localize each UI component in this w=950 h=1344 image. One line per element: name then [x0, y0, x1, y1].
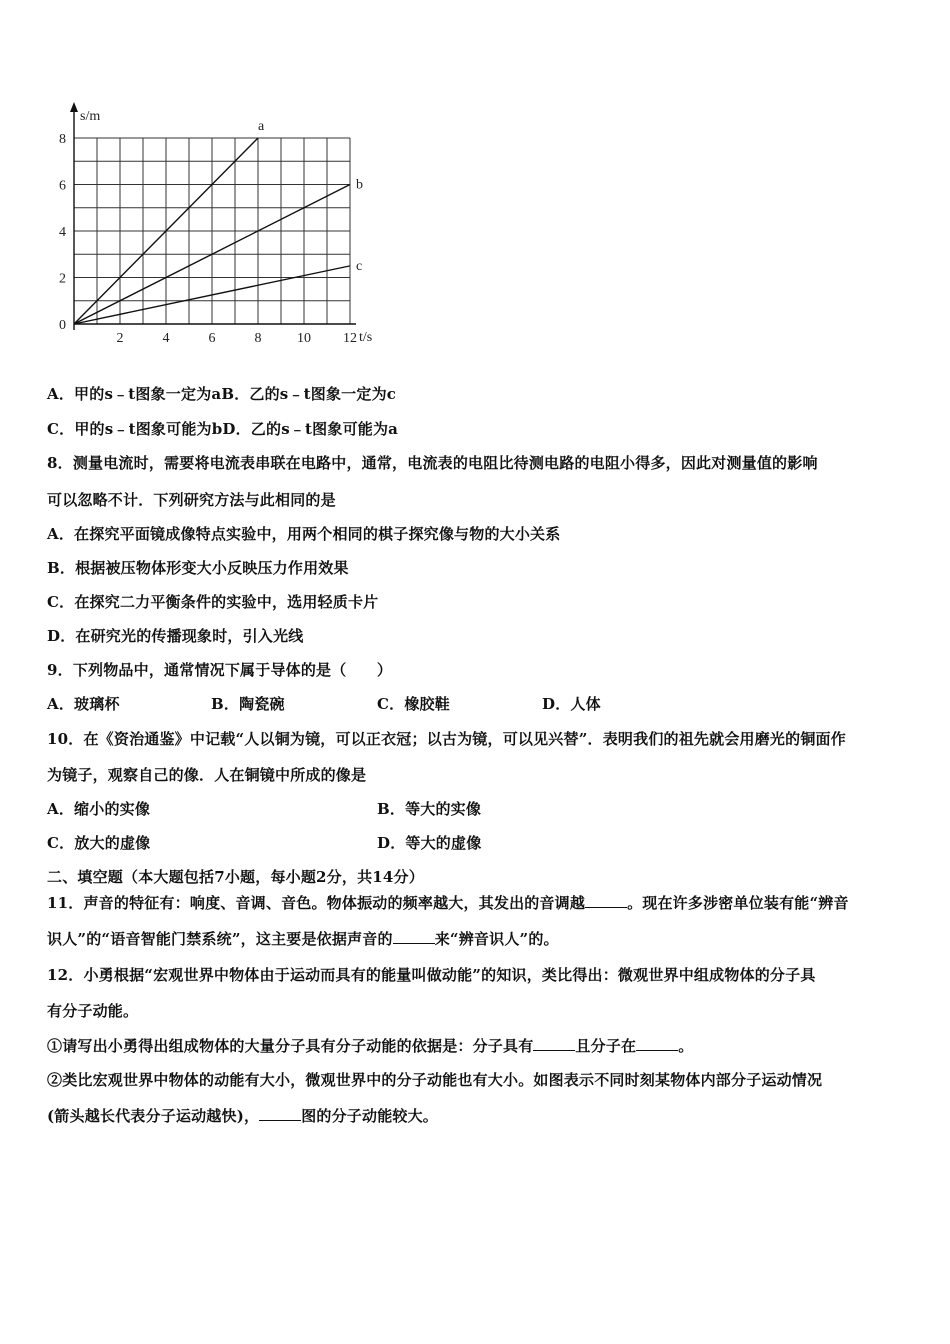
q10-stem-line-1: 10．在《资治通鉴》中记载“人以铜为镜，可以正衣冠；以古为镜，可以见兴替”．表明我们的祖先就会用磨光的铜面作 [47, 730, 846, 748]
q10-option-a: A．缩小的实像 [47, 800, 151, 818]
y-axis-arrow [70, 102, 78, 112]
q12-sub1-text-b: 且分子在 [575, 1037, 637, 1055]
q12-blank-1[interactable] [533, 1036, 575, 1051]
x-axis-label: t/s [359, 330, 373, 345]
q12-sub1 [47, 1036, 693, 1056]
q11-text-2: 。现在许多涉密单位装有能“辨音 [627, 894, 849, 912]
x-tick-label: 12 [343, 331, 357, 346]
q9-option-a: A．玻璃杯 [47, 695, 120, 713]
q8-option-b: B．根据被压物体形变大小反映压力作用效果 [47, 559, 349, 577]
q9-option-b: B．陶瓷碗 [211, 695, 285, 713]
q10-option-b: B．等大的实像 [377, 800, 482, 818]
q12-sub2-text-b: 图的分子动能较大。 [301, 1107, 439, 1125]
q8-stem-line-1: 8．测量电流时，需要将电流表串联在电路中，通常，电流表的电阻比待测电路的电阻小得多，因此对测量值的影响 [47, 454, 818, 472]
chart-svg [40, 98, 385, 358]
x-tick-label: 2 [116, 331, 124, 346]
x-tick-label: 4 [162, 331, 170, 346]
chart-axes [70, 102, 356, 330]
q10-option-d: D．等大的虚像 [377, 834, 482, 852]
series-label-b: b [356, 177, 363, 193]
y-axis-label: s/m [80, 109, 101, 124]
y-tick-label: 0 [59, 318, 66, 333]
q11-blank-1[interactable] [585, 893, 627, 908]
y-tick-label: 2 [59, 271, 66, 287]
q12-blank-3[interactable] [259, 1106, 301, 1121]
q10-stem-line-2: 为镜子，观察自己的像．人在铜镜中所成的像是 [47, 766, 367, 784]
q12-sub1-text-c: 。 [678, 1037, 694, 1055]
s-t-chart [40, 98, 385, 358]
q11-line-1 [47, 893, 849, 913]
q11-text-3: 识人”的“语音智能门禁系统”，这主要是依据声音的 [47, 930, 393, 948]
y-tick-label: 8 [59, 132, 66, 147]
q9-option-c: C．橡胶鞋 [377, 695, 450, 713]
q9-stem: 9．下列物品中，通常情况下属于导体的是（ ） [47, 661, 393, 679]
q8-option-c: C．在探究二力平衡条件的实验中，选用轻质卡片 [47, 593, 379, 611]
q12-sub2-line-1: ②类比宏观世界中物体的动能有大小，微观世界中的分子动能也有大小。如图表示不同时刻某物体内部分子运动情况 [47, 1071, 823, 1089]
series-label-a: a [258, 119, 265, 134]
section-2-heading: 二、填空题（本大题包括7小题，每小题2分，共14分） [47, 868, 424, 886]
q11-text-4: 来“辨音识人”的。 [434, 930, 559, 948]
q12-sub2-text-a: (箭头越长代表分子运动越快)， [47, 1107, 260, 1125]
q12-stem-line-2: 有分子动能。 [47, 1002, 139, 1020]
q12-sub1-text-a: ①请写出小勇得出组成物体的大量分子具有分子动能的依据是：分子具有 [47, 1037, 534, 1055]
q12-blank-2[interactable] [636, 1036, 678, 1051]
q9-option-d: D．人体 [542, 695, 601, 713]
series-label-c: c [356, 258, 363, 274]
chart-grid [74, 138, 350, 324]
q7-option-ab: A．甲的s﹣t图象一定为aB．乙的s﹣t图象一定为c [47, 385, 397, 403]
y-tick-label: 4 [59, 225, 66, 240]
x-tick-label: 10 [297, 331, 311, 346]
q11-blank-2[interactable] [393, 929, 435, 944]
q8-option-a: A．在探究平面镜成像特点实验中，用两个相同的棋子探究像与物的大小关系 [47, 525, 561, 543]
q12-sub2-line-2 [47, 1106, 438, 1126]
x-tick-label: 8 [254, 331, 262, 346]
chart-labels [59, 109, 372, 346]
q12-stem-line-1: 12．小勇根据“宏观世界中物体由于运动而具有的能量叫做动能”的知识，类比得出：微观世界中组成物体的分子具 [47, 966, 816, 984]
q8-option-d: D．在研究光的传播现象时，引入光线 [47, 627, 304, 645]
q11-text-1: 11．声音的特征有：响度、音调、音色。物体振动的频率越大，其发出的音调越 [47, 894, 586, 912]
q8-stem-line-2: 可以忽略不计．下列研究方法与此相同的是 [47, 491, 336, 509]
y-tick-label: 6 [59, 178, 66, 194]
q11-line-2 [47, 929, 559, 949]
q7-option-cd: C．甲的s﹣t图象可能为bD．乙的s﹣t图象可能为a [47, 420, 399, 438]
x-tick-label: 6 [208, 331, 216, 346]
q10-option-c: C．放大的虚像 [47, 834, 151, 852]
